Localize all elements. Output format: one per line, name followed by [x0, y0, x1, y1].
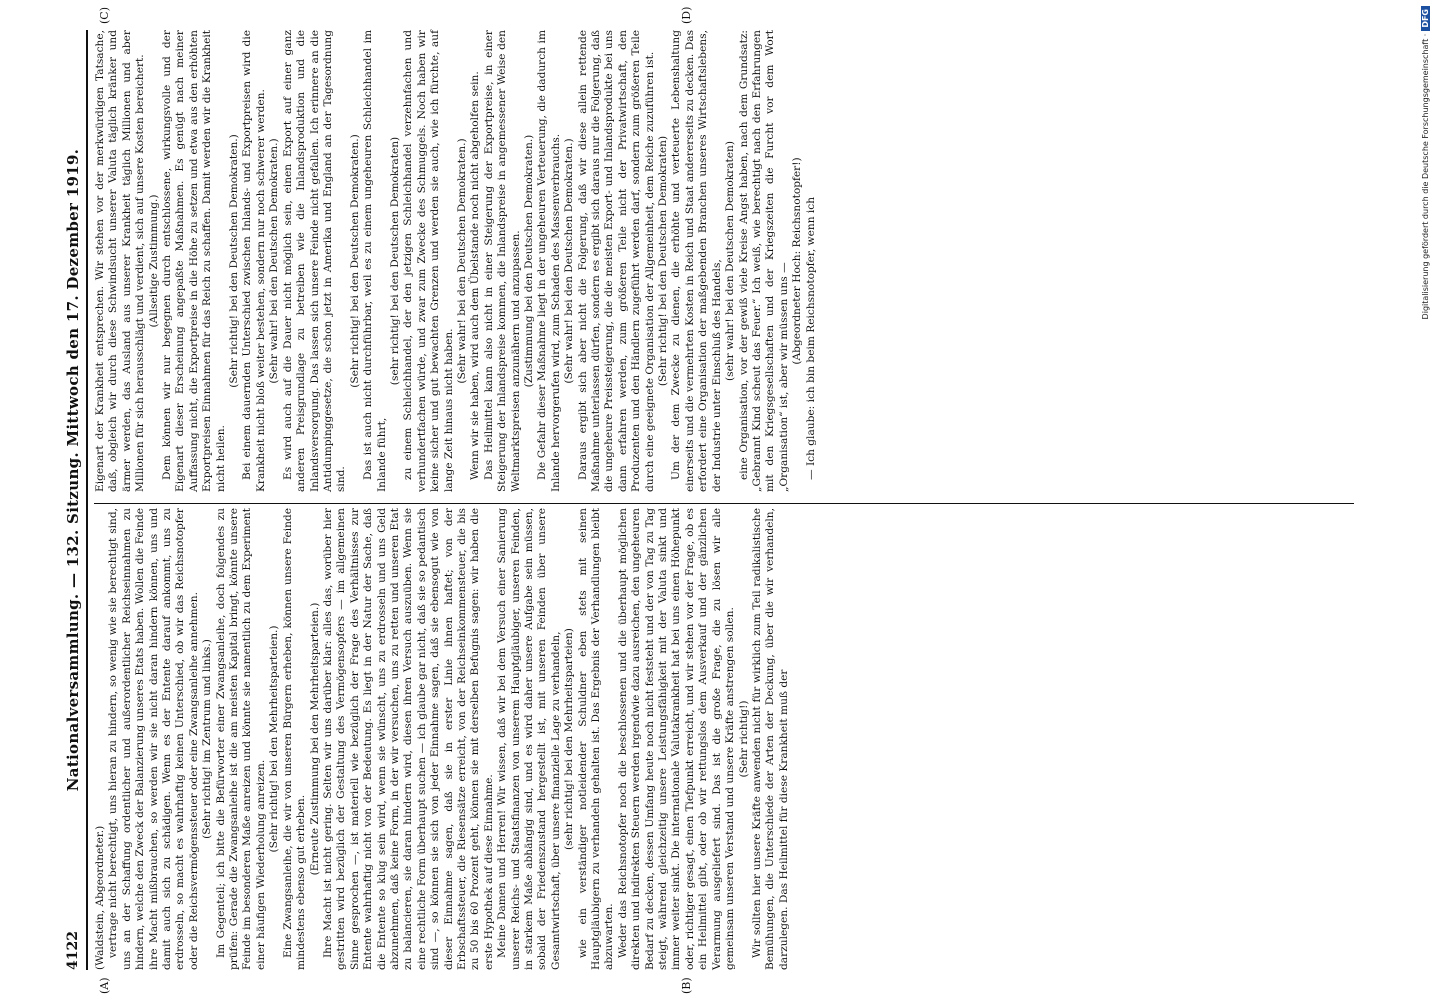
interjection: (Erneute Zustimmung bei den Mehrheitsparteien.) [308, 602, 321, 876]
interjection: (Zustimmung bei den Deutschen Demokraten.) [523, 134, 535, 388]
paragraph: Bei einem dauernden Unterschied zwischen Inlands- und Exportpreisen wird die Krankheit nicht bloß weiter bestehen, sondern nur noch schwerer werden. [241, 30, 267, 492]
paragraph: Eine Zwangsanleihe, die wir von unseren Bürgern erheben, können unsere Feinde mindestens ebenso gut erheben. [281, 508, 308, 970]
paragraph: Daraus ergibt sich aber nicht die Folgerung, daß wir diese allein rettende Maßnahme unterlassen dürfen, sondern es ergibt sich daraus nur die Folgerung, daß die ungeheure Preissteigerung, die die meisten Export- und Inlandsprodukte bei uns dann erfahren werden, zum größeren Teile nicht der Privatwirtschaft, den Produzenten und den Händlern zugeführt werden darf, sondern zum größeren Teile durch eine geeignete Organisation der Allgemeinheit, dem Reiche zuzuführen ist. [576, 30, 656, 492]
paragraph: wie ein verständiger notleidender Schuldner eben stets mit seinen Hauptgläubigern zu verhandeln gehalten ist. Das Ergebnis der Verhandlungen bleibt abzuwarten. [576, 508, 616, 970]
interjection: (Abgeordneter Hoch: Reichsnotopfer!) [791, 157, 804, 365]
page-number: 4122 [65, 931, 81, 970]
paragraph: eine Organisation, vor der gewiß viele Kreise Angst haben, nach dem Grundsatz: „Gebrannt Kind scheut das Feuer.“ Ich weiß, wie berechtigt nach den Erfahrungen mit den Kriegsgesellschaften und der Kriegszeiten die Furcht vor dem Wort „Organisation“ ist, aber wir müssen uns — [737, 30, 790, 492]
column-divider [94, 503, 1354, 504]
paragraph: Ihre Macht ist nicht gering. Selten wir uns darüber klar: alles das, worüber hier gestritten wird bezüglich der Gestaltung des Vermögensopfers — im allgemeinen Sinne gesprochen —, ist materiell wie bezüglich der Frage des Verhältnisses zur Entente wahrhaftig nicht von der Bedeutung. Es liegt in der Natur der Sache, daß die Entente so klug sein wird, wenn sie wünscht, uns zu erdrosseln und uns Geld abzunehmen, daß keine Form, in der wir versuchen, uns zu retten und unseren Etat zu balancieren, sie daran hindern wird, diesen ihren Versuch auszuüben. Wenn sie eine rechtliche Form überhaupt suchen — ich glaube gar nicht, daß sie so pedantisch sind —, so können sie sich von jeder Einnahme sagen, daß sie ebensogut wie von dieser Einnahme sagen, daß sie in erster Linie ihnen haftet; von der Erbschaftssteuer, die Riesensätze erreicht, von der Reichseinkommensteuer, die bis zu 50 bis 60 Prozent geht, können sie mit derselben Befugnis sagen: wir haben die erste Hypothek auf diese Einnahme. [321, 508, 495, 970]
margin-mark-c: (C) [98, 7, 111, 24]
interjection: (Sehr wahr! bei den Deutschen Demokraten.) [455, 138, 468, 384]
interjection: (Sehr richtig! bei den Deutschen Demokraten.) [348, 134, 361, 388]
paragraph: Das ist auch nicht durchführbar, weil es zu einem ungeheuren Schleichhandel im Inlande führt, [362, 30, 388, 492]
interjection: (Sehr richtig! bei den Deutschen Demokraten.) [228, 134, 241, 388]
right-column [94, 30, 1374, 492]
interjection: (Sehr richtig! bei den Mehrheitsparteien.) [268, 625, 281, 853]
interjection: (Sehr richtig! bei den Deutschen Demokraten) [657, 135, 670, 387]
interjection: (Sehr richtig!) [737, 700, 750, 778]
paragraph: Die Gefahr dieser Maßnahme liegt in der ungeheuren Verteuerung, die dadurch im Inlande hervorgerufen wird, zum Schaden des Massenverbrauchs. [536, 30, 562, 492]
left-column [94, 508, 1374, 970]
running-head: Nationalversammlung. — 132. Sitzung. Mittwoch den 17. Dezember 1919. [64, 148, 82, 792]
interjection: (Sehr wahr! bei den Deutschen Demokraten.) [563, 138, 576, 384]
interjection: (Sehr richtig! im Zentrum und links.) [201, 639, 214, 839]
interjection: (Sehr wahr! bei den Deutschen Demokraten.) [268, 138, 281, 384]
paragraph: Es wird auch auf die Dauer nicht möglich sein, einen Export auf einer ganz anderen Preisgrundlage zu betreiben wie die Inlandsproduktion und die Inlandsversorgung. Das lassen sich unsere Feinde nicht gefallen. Ich erinnere an die Antidumpinggesetze, die schon jetzt in Amerika und England an der Tagesordnung sind. [281, 30, 348, 492]
paragraph: Eigenart der Krankheit entsprechen. Wir stehen vor der merkwürdigen Tatsache, daß, obgleich wir durch diese Schwindsucht unserer Valuta täglich kränker und ärmer werden, das Ausland aus unserer Krankheit täglich Millionen und aber Millionen für sich herausschlägt und verdient, sich auf unsere Kosten bereichert. [94, 30, 147, 492]
interjection: (sehr richtig! bei den Mehrheitsparteien) [563, 628, 576, 850]
paragraph: — Ich glaube: ich bin beim Reichsnotopfer, wenn ich [804, 196, 817, 480]
margin-mark-d: (D) [680, 6, 693, 24]
margin-mark-b: (B) [680, 977, 693, 994]
margin-mark-a: (A) [98, 977, 111, 994]
paragraph: Meine Damen und Herren! Wir wissen, daß wir bei dem Versuch einer Sanierung unserer Reichs- und Staatsfinanzen von unserem Hauptgläubiger, unseren Feinden, in starkem Maße abhängig sind, und es wird daher unsere Aufgabe sein müssen, sobald der Friedenszustand hergestellt ist, mit unseren Feinden über unsere Gesamtwirtschaft, über unsere finanzielle Lage zu verhandeln, [496, 508, 562, 970]
dfg-logo: DFG [1421, 6, 1430, 31]
paragraph: Weder das Reichsnotopfer noch die beschlossenen und die überhaupt möglichen direkten und indirekten Steuern werden irgendwie dazu ausreichen, den ungeheuren Bedarf zu decken, dessen Umfang heute noch nicht feststeht und der von Tag zu Tag steigt, während gleichzeitig unsere Leistungsfähigkeit mit der Valuta sinkt und immer weiter sinkt. Die internationale Valutakrankheit hat bei uns einen Höhepunkt oder, richtiger gesagt, einen Tiefpunkt erreicht, und wir stehen vor der Frage, ob es ein Heilmittel gibt, oder ob wir rettungslos dem Ausverkauf und der gänzlichen Verarmung ausgeliefert sind. Das ist die große Frage, die zu lösen wir alle gemeinsam unseren Verstand und unsere Kräfte anstrengen sollen. [616, 508, 737, 970]
page-header [60, 30, 88, 970]
interjection: (sehr wahr! bei den Deutschen Demokraten) [724, 141, 737, 381]
paragraph: Wenn wir sie haben, wird auch dem Übelstande noch nicht abgeholfen sein. [469, 71, 482, 480]
speaker-line: (Waldstein, Abgeordneter.) [94, 825, 106, 970]
digitization-credit [1421, 6, 1430, 319]
paragraph: Das Heilmittel kann also nicht in einer Steigerung der Exportpreise, in einer Steigerung der Inlandspreise kommen, die Inlandspreise in angemessener Weise den Weltmarktspreisen anzunähern und anzupassen. [482, 30, 522, 492]
interjection: (Allseitige Zustimmung.) [147, 194, 160, 328]
paragraph: Im Gegenteil; ich bitte die Befürworter einer Zwangsanleihe, doch folgendes zu prüfen: Gerade die Zwangsanleihe ist die am meisten Kapital bringt, könnte unsere Feinde im besonderen Maße anreizen und könnte sie namentlich zu dem Experiment einer häufigen Wiederholung anreizen. [214, 508, 267, 970]
paragraph: Wir sollten hier unsere Kräfte anwenden nicht für wirklich zum Teil radikalistische Bemühungen, die Unterschiede der Arten der Deckung, über die wir verhandeln, darzulegen. Das Heilmittel für diese Krankheit muß der [750, 508, 790, 970]
credit-text: Digitalisierung gefördert durch die Deutsche Forschungsgemeinschaft · [1421, 33, 1430, 320]
paragraph: Dem können wir nur begegnen durch entschlossene, wirkungsvolle und der Eigenart dieser Erscheinung angepaßte Maßnahmen. Es genügt nach meiner Auffassung nicht, die Exportpreise in die Höhe zu setzen und etwa aus den erhöhten Exportpreisen Einnahmen für das Reich zu schaffen. Damit werden wir die Krankheit nicht heilen. [161, 30, 227, 492]
paragraph: zu einem Schleichhandel, der den jetzigen Schleichhandel verzehnfachen und verhundertfachen würde, und zwar zum Zwecke des Schmuggels. Noch haben wir keine sicher und gut bewachten Grenzen und werden sie auch, wie ich fürchte, auf lange Zeit hinaus nicht haben. [402, 30, 455, 492]
interjection: (sehr richtig! bei den Deutschen Demokraten) [388, 136, 401, 386]
paragraph: vertrage nicht berechtigt, uns hieran zu hindern, so wenig wie sie berechtigt sind, uns an der Schaffung ordentlicher und außerordentlicher Reichseinnahmen zu hindern, welche den Zweck der Balanzierung unseres Etats haben. Wollen die Feinde ihre Macht mißbrauchen, so werden wir sie nicht daran hindern können, uns und damit auch sich zu schädigen. Wenn es der Entente darauf ankommt, uns zu erdrosseln, so macht es wahrhaftig keinen Unterschied, ob wir das Reichsnotopfer oder die Reichsvermögenssteuer oder eine Zwangsanleihe annehmen. [107, 508, 200, 970]
paragraph: Um der dem Zwecke zu dienen, die erhöhte und verteuerte Lebenshaltung einerseits und die vermehrten Kosten in Reich und Staat andererseits zu decken. Das erfordert eine Organisation der maßgebenden Branchen unseres Wirtschaftslebens, der Industrie unter Einschluß des Handels, [670, 30, 723, 492]
